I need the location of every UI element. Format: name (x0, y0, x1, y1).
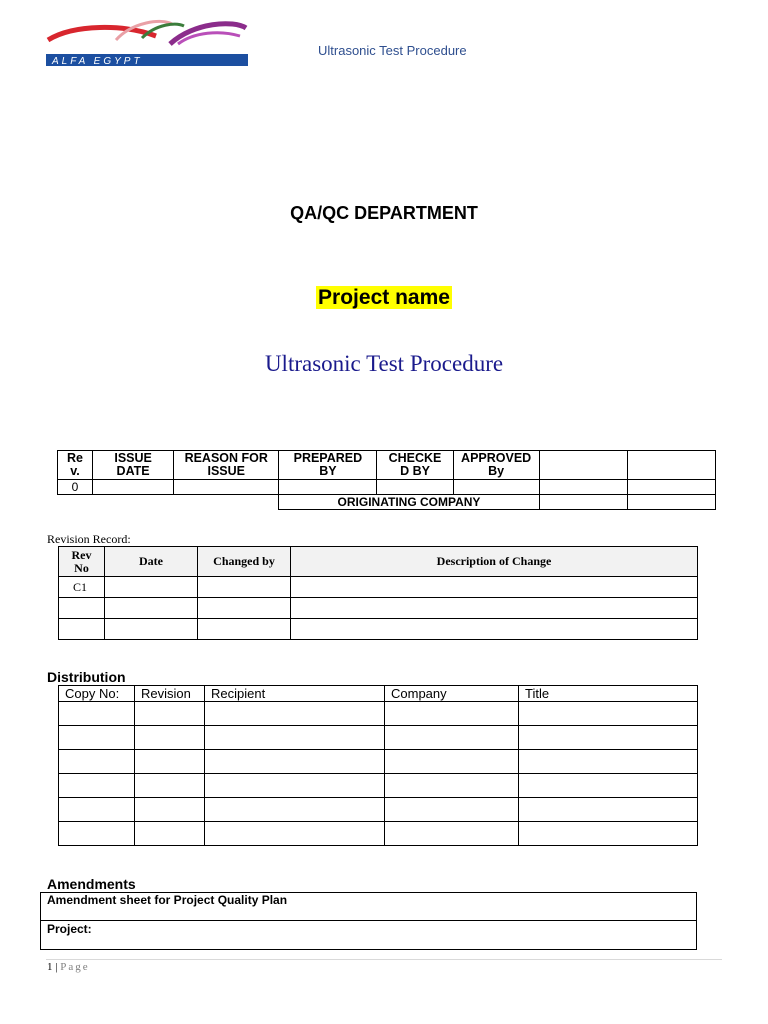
issue-cell (539, 480, 627, 495)
issue-table (57, 450, 716, 510)
rev-cell (59, 619, 105, 640)
issue-header-prepared: PREPARED BY (279, 451, 377, 480)
dist-header-company: Company (385, 686, 519, 702)
issue-rev-value: 0 (58, 480, 93, 495)
dist-cell (385, 822, 519, 846)
dist-cell (135, 726, 205, 750)
dist-cell (59, 750, 135, 774)
revision-table (58, 546, 698, 640)
issue-cell (539, 495, 627, 510)
rev-header-description: Description of Change (291, 547, 698, 577)
rev-cell (105, 577, 198, 598)
footer-divider (46, 959, 722, 960)
logo-text: ALFA EGYPT (52, 56, 143, 67)
dist-cell (519, 702, 698, 726)
amendment-project-label: Project: (41, 921, 697, 950)
document-title: Ultrasonic Test Procedure (264, 351, 504, 376)
issue-spacer (93, 495, 174, 510)
rev-first-value: C1 (59, 577, 105, 598)
project-name: Project name (318, 286, 450, 309)
distribution-table (58, 685, 698, 846)
dist-header-recipient: Recipient (205, 686, 385, 702)
issue-cell (453, 480, 539, 495)
revision-record-label: Revision Record: (47, 532, 131, 546)
issue-cell (174, 480, 279, 495)
dist-cell (519, 798, 698, 822)
issue-header-reason: REASON FOR ISSUE (174, 451, 279, 480)
dist-cell (205, 774, 385, 798)
table-row (59, 726, 698, 750)
originating-company-label: ORIGINATING COMPANY (279, 495, 539, 510)
rev-cell (198, 619, 291, 640)
header-title: Ultrasonic Test Procedure (318, 43, 467, 58)
dist-cell (519, 726, 698, 750)
page-number-value: 1 (47, 961, 53, 973)
project-name-wrap (0, 286, 768, 310)
dist-cell (519, 822, 698, 846)
dist-header-title: Title (519, 686, 698, 702)
rev-header-date: Date (105, 547, 198, 577)
rev-cell (291, 598, 698, 619)
table-row (59, 619, 698, 640)
issue-header-approved: APPROVED By (453, 451, 539, 480)
issue-header-checked: CHECKE D BY (377, 451, 453, 480)
rev-header-changed-by: Changed by (198, 547, 291, 577)
dist-cell (135, 702, 205, 726)
dist-cell (385, 774, 519, 798)
rev-cell (291, 577, 698, 598)
issue-header-blank (627, 451, 715, 480)
table-row (59, 577, 698, 598)
issue-cell (93, 480, 174, 495)
dist-cell (205, 726, 385, 750)
rev-cell (198, 577, 291, 598)
dist-cell (59, 774, 135, 798)
dist-cell (59, 822, 135, 846)
issue-header-date: ISSUE DATE (93, 451, 174, 480)
amendment-sheet-label: Amendment sheet for Project Quality Plan (41, 893, 697, 921)
issue-cell (279, 480, 377, 495)
dist-cell (385, 798, 519, 822)
department-title: QA/QC DEPARTMENT (290, 203, 478, 223)
dist-header-copy: Copy No: (59, 686, 135, 702)
dist-cell (385, 726, 519, 750)
dist-cell (205, 702, 385, 726)
table-row (59, 702, 698, 726)
dist-cell (135, 798, 205, 822)
distribution-title: Distribution (47, 669, 126, 685)
table-row (59, 750, 698, 774)
dist-cell (135, 774, 205, 798)
rev-cell (198, 598, 291, 619)
amendments-title: Amendments (47, 876, 136, 892)
rev-cell (105, 598, 198, 619)
rev-cell (105, 619, 198, 640)
issue-cell (627, 495, 715, 510)
table-row (59, 774, 698, 798)
dist-cell (135, 750, 205, 774)
page-number (47, 961, 90, 973)
dist-cell (59, 726, 135, 750)
dist-cell (205, 750, 385, 774)
issue-cell (627, 480, 715, 495)
dist-cell (59, 702, 135, 726)
issue-header-blank (539, 451, 627, 480)
dist-cell (135, 822, 205, 846)
page-label: Page (60, 961, 90, 973)
table-row (59, 598, 698, 619)
dist-cell (385, 702, 519, 726)
dist-cell (59, 798, 135, 822)
page-separator: | (52, 961, 61, 973)
rev-header-no: Rev No (59, 547, 105, 577)
amendments-table (40, 892, 697, 950)
issue-spacer (58, 495, 93, 510)
issue-spacer (174, 495, 279, 510)
dist-header-revision: Revision (135, 686, 205, 702)
table-row (59, 798, 698, 822)
rev-cell (59, 598, 105, 619)
issue-header-rev: Re v. (58, 451, 93, 480)
dist-cell (519, 750, 698, 774)
dist-cell (205, 822, 385, 846)
dist-cell (519, 774, 698, 798)
table-row (59, 822, 698, 846)
rev-cell (291, 619, 698, 640)
issue-cell (377, 480, 453, 495)
dist-cell (205, 798, 385, 822)
company-logo (44, 18, 250, 70)
dist-cell (385, 750, 519, 774)
